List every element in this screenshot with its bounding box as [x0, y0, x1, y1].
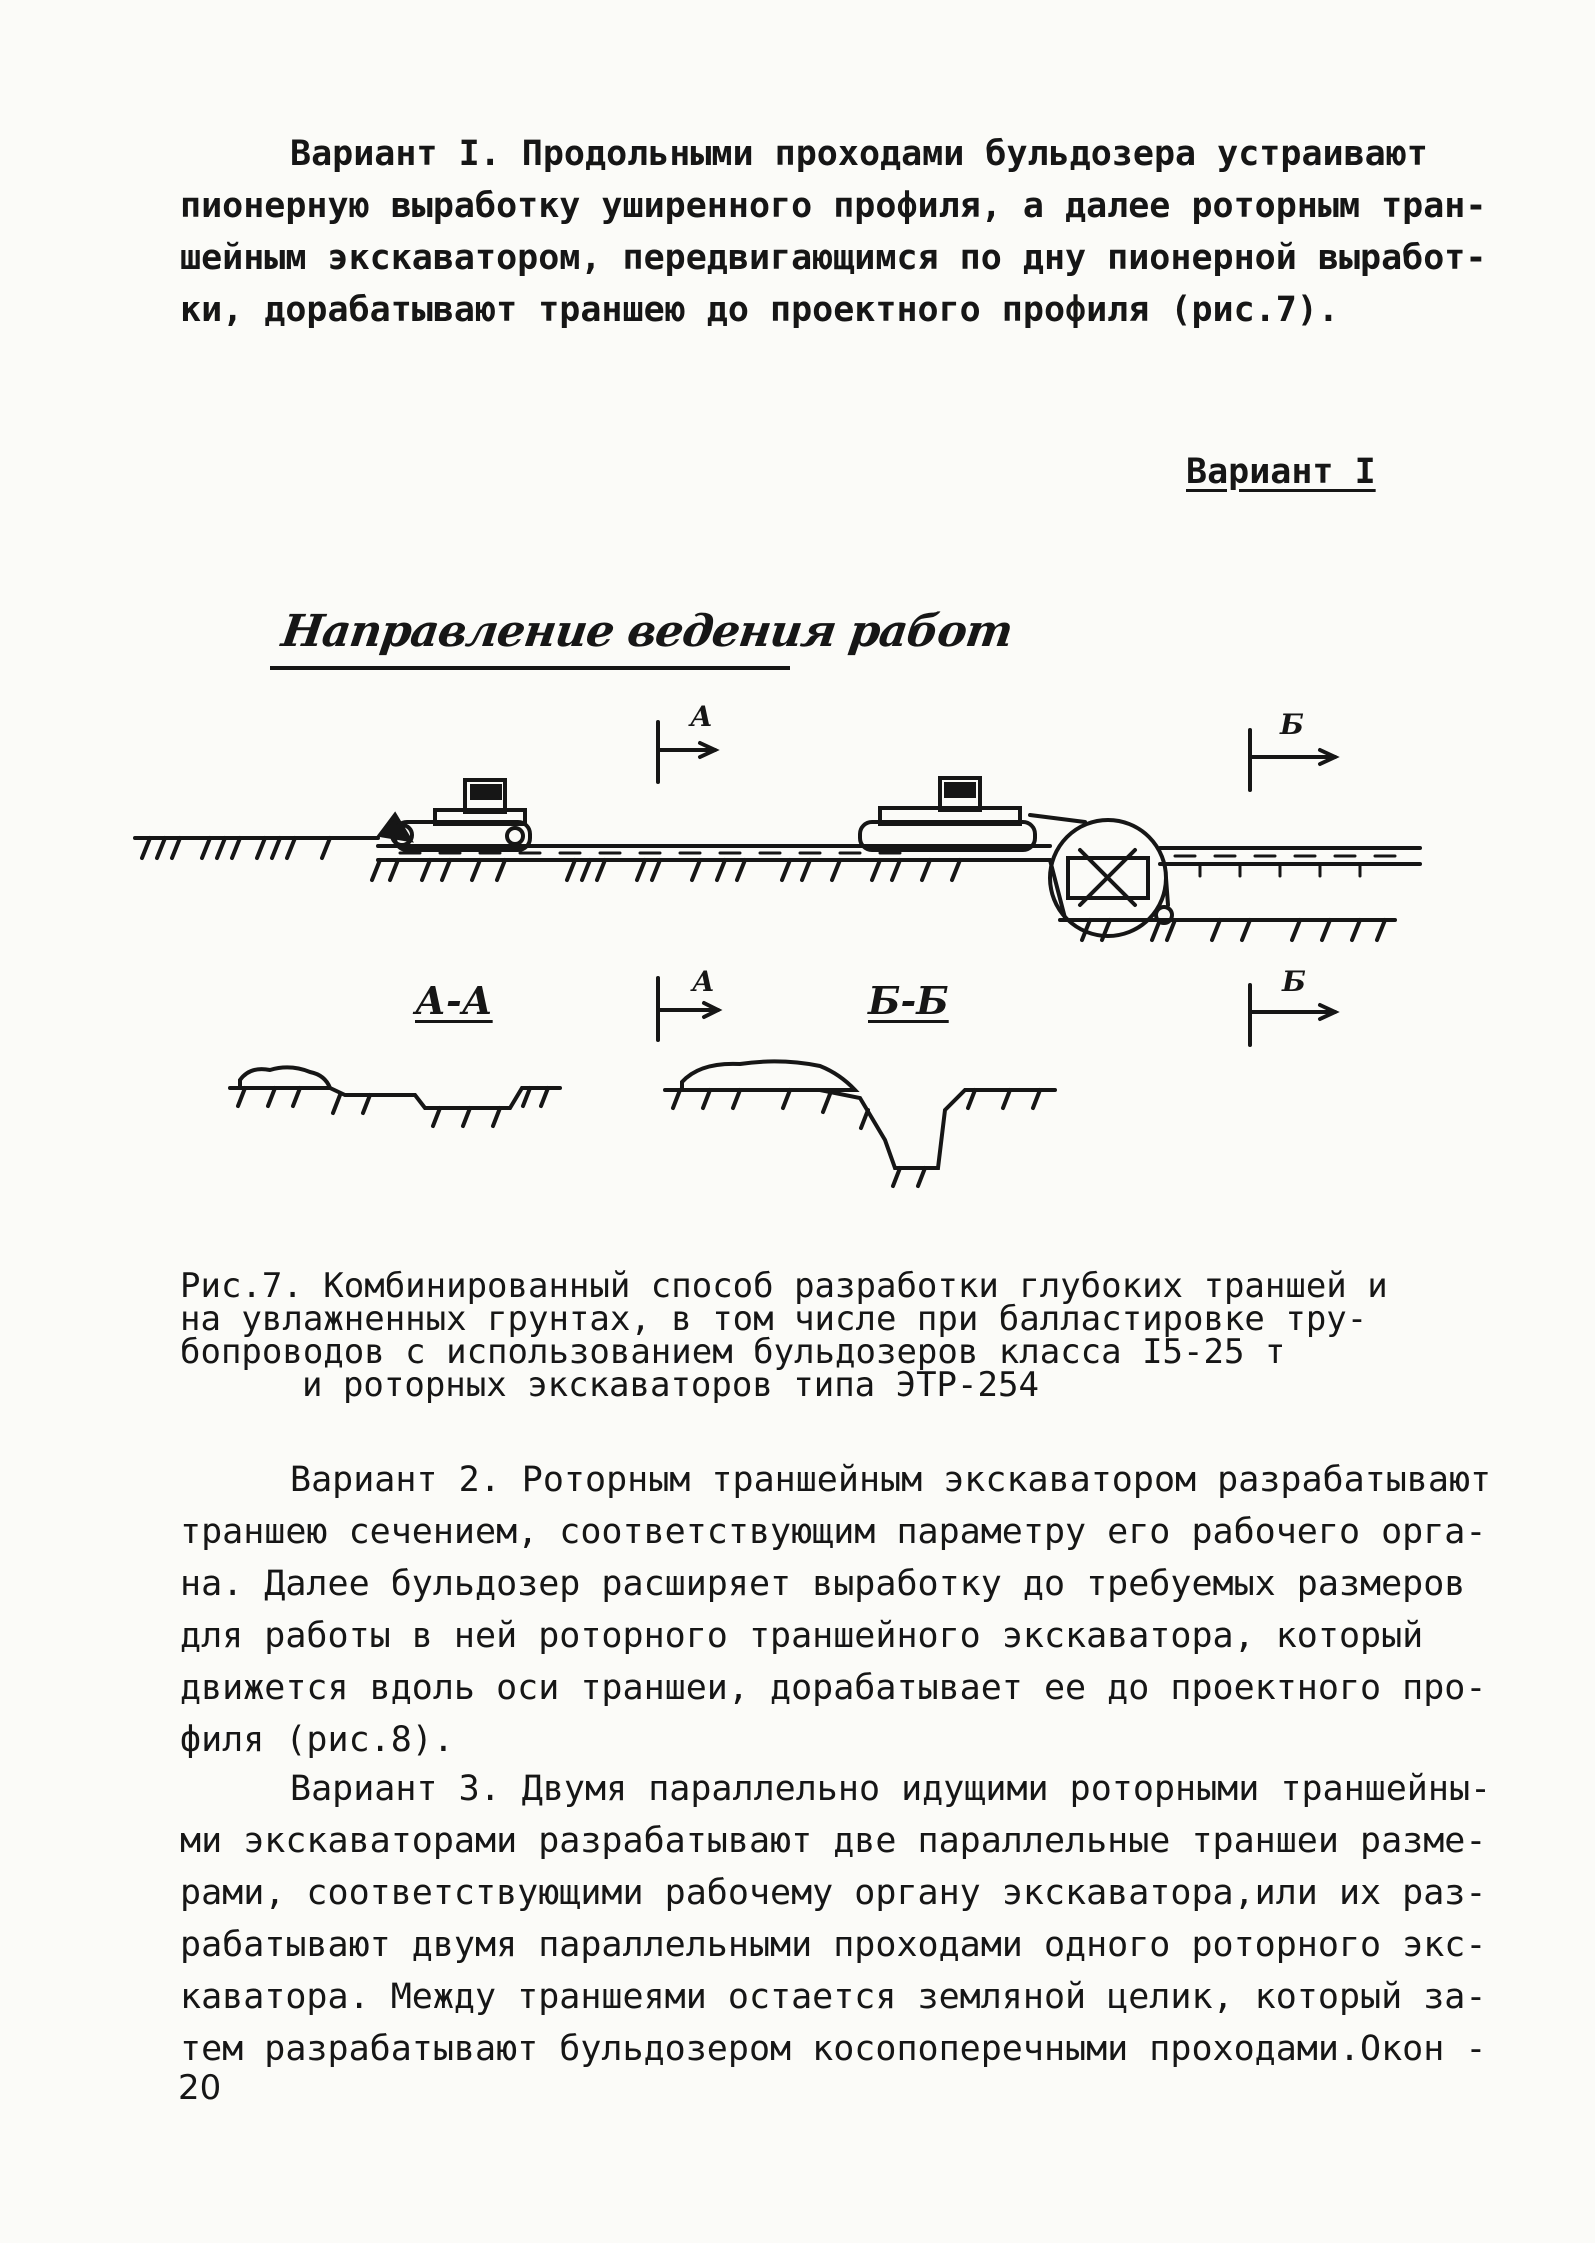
text-line: шейным экскаватором, передвигающимся по дну пионерной выработ-	[180, 238, 1487, 278]
caption-line: на увлажненных грунтах, в том числе при балластировке тру-	[180, 1299, 1368, 1339]
work-direction-label: Направление ведения работ	[278, 606, 1016, 657]
bulldozer	[380, 780, 530, 850]
text-line: рами, соответствующими рабочему органу экскаватора,или их раз-	[180, 1873, 1487, 1913]
text-line: для работы в ней роторного траншейного экскаватора, который	[180, 1616, 1424, 1656]
section-b-b-profile	[665, 1061, 1055, 1186]
section-a-a-profile	[230, 1067, 560, 1126]
caption-line: бопроводов с использованием бульдозеров класса I5-25 т	[180, 1332, 1286, 1372]
section-mark-a-top: А	[690, 700, 713, 733]
text-line: рабатывают двумя параллельными проходами одного роторного экс-	[180, 1925, 1487, 1965]
text-line: каватора. Между траншеями остается земляной целик, который за-	[180, 1977, 1487, 2017]
text-line: траншею сечением, соответствующим параметру его рабочего орга-	[180, 1512, 1487, 1552]
text-line: Вариант I. Продольными проходами бульдозера устраивают	[290, 134, 1428, 174]
text-line: тем разрабатывают бульдозером косопоперечными проходами.Окон -	[180, 2029, 1487, 2069]
figure-caption	[180, 1266, 1480, 1405]
text-line: пионерную выработку уширенного профиля, а далее роторным тран-	[180, 186, 1487, 226]
page-number: 20	[178, 2068, 222, 2108]
text-line: Вариант 2. Роторным траншейным экскаватором разрабатывают	[290, 1460, 1492, 1500]
text-line: Вариант 3. Двумя параллельно идущими роторными траншейны-	[290, 1769, 1492, 1809]
caption-line: и роторных экскаваторов типа ЭТР-254	[302, 1365, 1039, 1405]
section-mark-a-bottom: А	[692, 965, 715, 998]
caption-line: Рис.7. Комбинированный способ разработки глубоких траншей и	[180, 1266, 1388, 1306]
ground-surface	[135, 838, 1420, 940]
section-marker-a-bottom	[658, 978, 718, 1040]
text-line: на. Далее бульдозер расширяет выработку до требуемых размеров	[180, 1564, 1466, 1604]
text-line: ми экскаваторами разрабатывают две параллельные траншеи разме-	[180, 1821, 1487, 1861]
rotary-excavator	[860, 778, 1172, 936]
variant-2-paragraph	[180, 1454, 1510, 1766]
text-line: движется вдоль оси траншеи, дорабатывает ее до проектного про-	[180, 1668, 1487, 1708]
section-mark-b-bottom: Б	[1282, 965, 1306, 998]
section-mark-b-top: Б	[1280, 708, 1304, 741]
figure-variant-heading: Вариант I	[1186, 452, 1376, 492]
section-marker-a-top	[658, 722, 715, 782]
section-marker-b-top	[1250, 730, 1335, 790]
text-line: филя (рис.8).	[180, 1720, 454, 1760]
section-marker-b-bottom	[1250, 985, 1335, 1045]
text-line: ки, дорабатывают траншею до проектного профиля (рис.7).	[180, 290, 1339, 330]
section-title-a-a: А-А	[415, 978, 493, 1023]
section-title-b-b: Б-Б	[868, 978, 949, 1023]
variant-3-paragraph	[180, 1763, 1510, 2075]
